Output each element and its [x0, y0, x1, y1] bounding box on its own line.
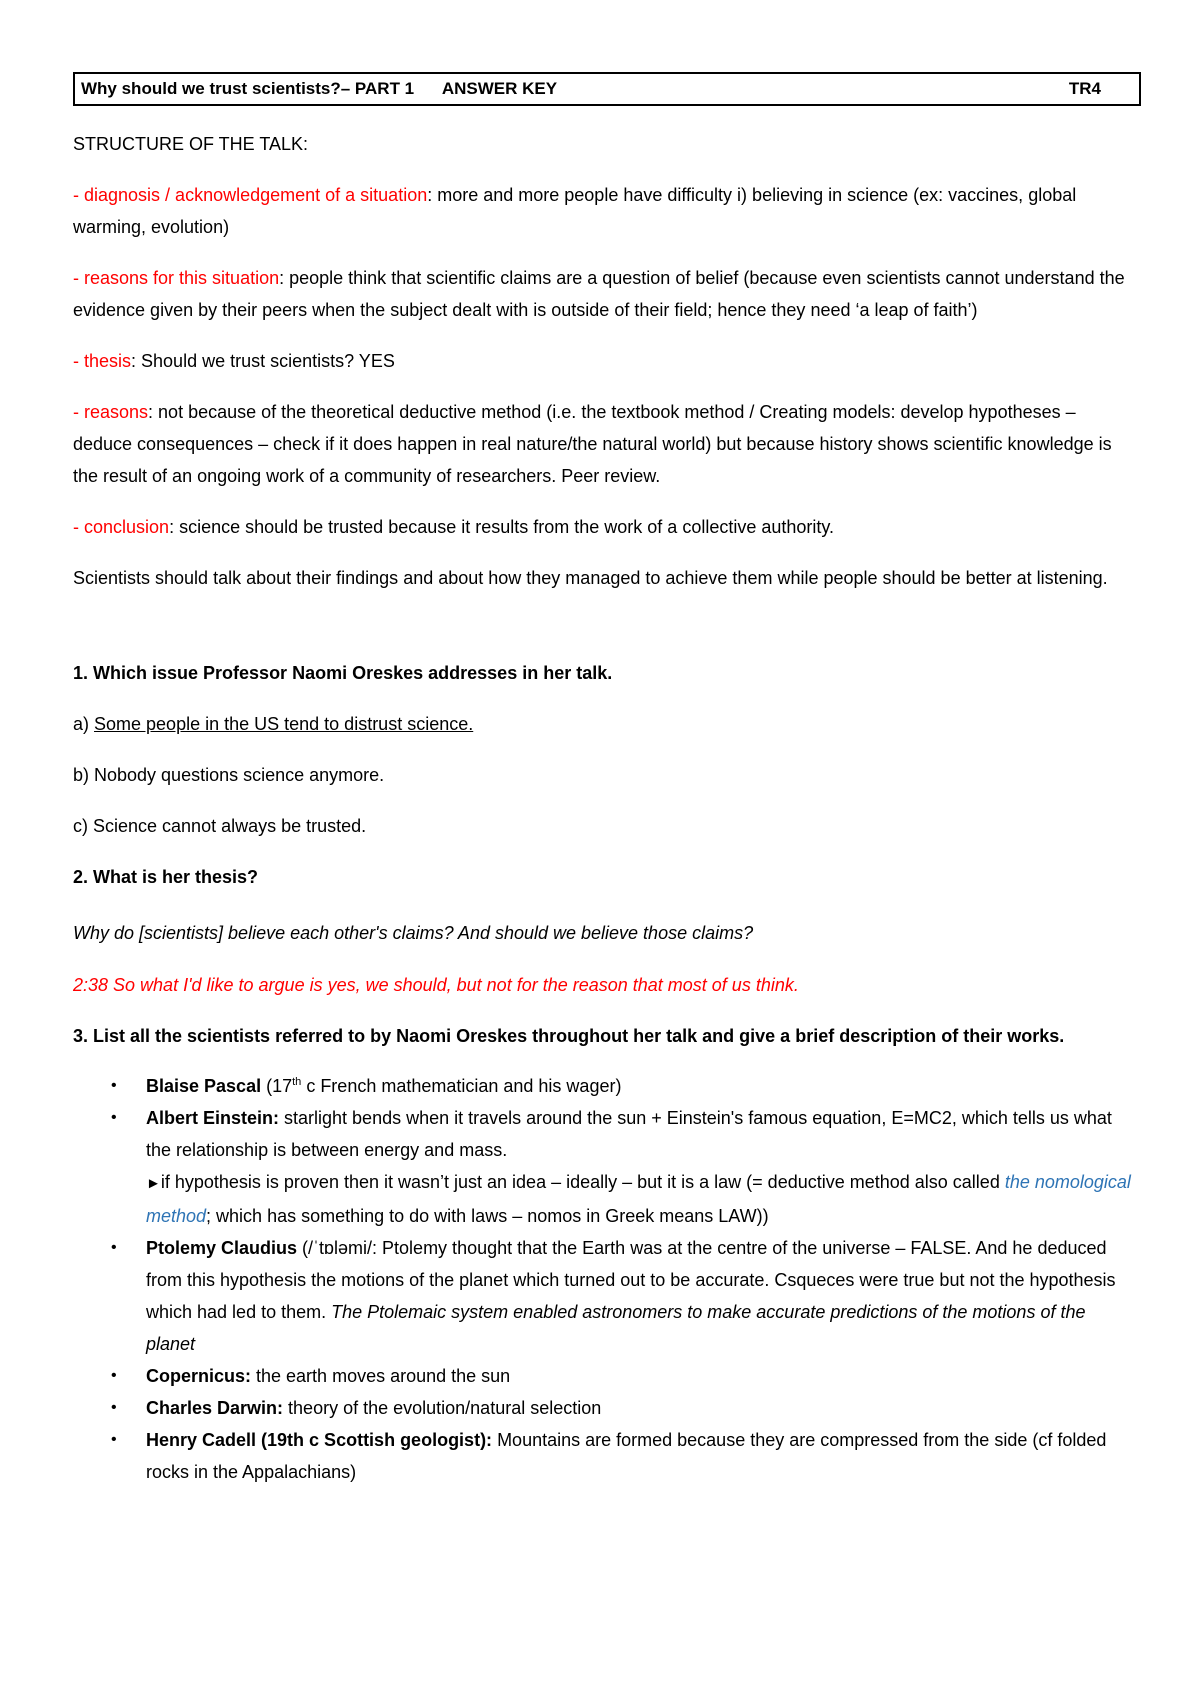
list-item-cadell: • Henry Cadell (19th c Scottish geologist): Mountains are formed because they are compressed from the side (cf folded rocks in the Appalachians): [73, 1424, 1133, 1488]
structure-item-diagnosis: - diagnosis / acknowledgement of a situation: more and more people have difficulty i) believing in science (ex: vaccines, global warming, evolution): [73, 185, 1077, 237]
structure-label: conclusion: [84, 517, 170, 537]
list-item-darwin: • Charles Darwin: theory of the evolution/natural selection: [73, 1392, 1133, 1424]
structure-label: thesis: [84, 351, 132, 371]
structure-item-conclusion: - conclusion: science should be trusted because it results from the work of a collective authority.: [73, 517, 835, 537]
structure-item-reasons: - reasons: not because of the theoretical deductive method (i.e. the textbook method / Creating models: develop hypotheses – deduce consequences – check if it does happen in real nature/the natural world) but because history shows scientific knowledge is the result of an ongoing work of a community of researchers. Peer review.: [73, 402, 1112, 486]
title-box: [73, 72, 1141, 106]
arrow-right-icon: ►: [146, 1175, 161, 1192]
structure-label: diagnosis / acknowledgement of a situation: [84, 185, 428, 205]
question-3: 3. List all the scientists referred to by Naomi Oreskes throughout her talk and give a brief description of their works.: [73, 1026, 1065, 1046]
structure-heading: STRUCTURE OF THE TALK:: [73, 134, 309, 154]
list-item-pascal: • Blaise Pascal (17th c French mathematician and his wager): [73, 1070, 1133, 1102]
q1-correct-answer: Some people in the US tend to distrust science.: [94, 714, 474, 734]
structure-closing: Scientists should talk about their findings and about how they managed to achieve them while people should be better at listening.: [73, 568, 1108, 588]
structure-item-thesis: - thesis: Should we trust scientists? YES: [73, 351, 395, 371]
answer-key-label: ANSWER KEY: [441, 79, 558, 98]
scientists-list: [73, 1070, 1133, 1488]
bullet-icon: •: [111, 1109, 117, 1126]
q1-option-b: b) Nobody questions science anymore.: [73, 765, 385, 785]
bullet-icon: •: [111, 1077, 117, 1094]
list-item-ptolemy: • Ptolemy Claudius (/ˈtɒləmi/: Ptolemy thought that the Earth was at the centre of the universe – FALSE. And he deduced from this hypothesis the motions of the planet which turned out to be accurate. Csqueces were true but not the hypothesis which had led to them. The Ptolemaic system enabled astronomers to make accurate predictions of the motions of the planet: [73, 1232, 1133, 1360]
document-code: TR4: [1068, 79, 1101, 98]
document-title: Why should we trust scientists?– PART 1: [81, 79, 415, 98]
spacer: [73, 613, 1133, 657]
list-item-copernicus: • Copernicus: the earth moves around the sun: [73, 1360, 1133, 1392]
bullet-icon: •: [111, 1239, 117, 1256]
bullet-icon: •: [111, 1399, 117, 1416]
structure-label: reasons for this situation: [84, 268, 280, 288]
title-left: [81, 79, 557, 99]
bullet-icon: •: [111, 1431, 117, 1448]
structure-item-reasons-situation: - reasons for this situation: people think that scientific claims are a question of belief (because even scientists cannot understand the evidence given by their peers when the subject dealt with is outside of their field; hence they need ‘a leap of faith’): [73, 268, 1125, 320]
q2-quote: Why do [scientists] believe each other's claims? And should we believe those claims?: [73, 923, 754, 943]
q2-answer: 2:38 So what I'd like to argue is yes, we should, but not for the reason that most of us think.: [73, 975, 799, 995]
document-body: [73, 128, 1133, 1488]
bullet-icon: •: [111, 1367, 117, 1384]
question-1: 1. Which issue Professor Naomi Oreskes addresses in her talk.: [73, 663, 613, 683]
structure-label: reasons: [84, 402, 149, 422]
question-2: 2. What is her thesis?: [73, 867, 259, 887]
q1-option-c: c) Science cannot always be trusted.: [73, 816, 367, 836]
list-item-einstein: • Albert Einstein: starlight bends when it travels around the sun + Einstein's famous equation, E=MC2, which tells us what the relationship is between energy and mass. ►if hypothesis is proven then it wasn’t just an idea – ideally – but it is a law (= deductive method also called the nomological method; which has something to do with laws – nomos in Greek means LAW)): [73, 1102, 1133, 1232]
q1-option-a: a) Some people in the US tend to distrust science.: [73, 714, 474, 734]
nomological-method-term: the nomological method: [146, 1172, 1131, 1226]
